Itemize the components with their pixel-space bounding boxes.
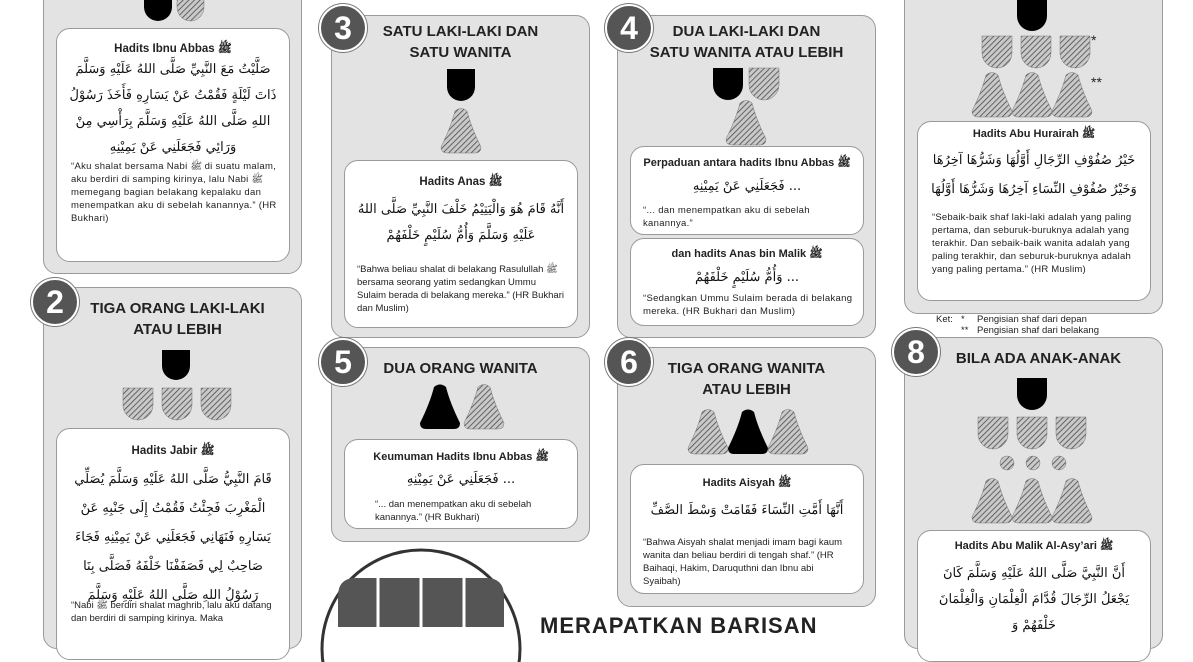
card-title: Hadits Jabir ﷺ [131,445,215,457]
arabic-text: ... وَأُمُّ سُلَيْمٍ خَلْفَهُمْ [694,270,800,285]
panel-three-women [617,343,876,607]
card-title: Hadits Abu Malik Al-Asy’ari ﷺ [954,540,1114,552]
hadith-card-combined-ibnu-abbas [630,146,864,235]
translation-text: “Aku shalat bersama Nabi ﷺ di suatu malam, aku berdiri di samping kirinya, lalu Nabi ﷺ memegang bagian belakang kepalaku dan menempatkan aku di sebelah kanannya.” (HR Bukhari) [71,161,277,224]
badge-number: 2 [31,278,79,326]
legend-text-back: Pengisian shaf dari belakang [977,325,1100,336]
card-title: Hadits Abu Hurairah ﷺ [972,128,1096,140]
figure-men-row [123,388,231,420]
panel-title: BILA ADA ANAK-ANAK [955,350,1122,367]
section-title: MERAPATKAN BARISAN [540,613,818,638]
mark-back-rows: ** [1091,74,1102,90]
card-title: Keumuman Hadits Ibnu Abbas ﷺ [373,451,549,463]
translation-text: “Sebaik-baik shaf laki-laki adalah yang paling pertama, dan seburuk-buruknya adalah yang terakhir. Dan sebaik-baik wanita adalah yang paling terakhir, dan seburuk-buruknya adalah yang paling pertama.” (HR Muslim) [932,212,1132,275]
panel-title: TIGA ORANG LAKI-LAKI ATAU LEBIH [90,300,265,338]
figure-imam-and-man [713,68,781,100]
legend-mark-front: * [961,314,965,325]
card-title: dan hadits Anas bin Malik ﷺ [671,248,823,260]
arabic-text: ... فَجَعَلَنِي عَنْ يَمِيْنِهِ [406,472,516,487]
figure-woman [726,101,766,145]
translation-text: “Sedangkan Ummu Sulaim berada di belakang mereka. (HR Bukhari dan Muslim) [643,293,853,317]
figure-men-row [978,417,1086,449]
arabic-text: أَنَّهَا أَمَّتِ النِّسَاءَ فَقَامَتْ وَسْطَ الصَّفِّ [650,503,844,518]
panel-men-and-women-rows [904,0,1163,314]
panel-with-children [904,333,1163,649]
arabic-text: قَامَ النَّبِيُّ صَلَّى اللهُ عَلَيْهِ وَسَلَّمَ يُصَلِّي الْمَغْرِبَ فَجِئْتُ فَقُمْتُ إِلَى جَنْبِهِ عَنْ يَسَارِهِ فَنَهَانِي فَجَعَلَنِي عَنْ يَمِيْنِهِ فَجَاءَ صَاحِبٌ لِي فَصَفَفْنَا خَلْفَهُ فَصَلَّى بِنَا رَسُوْلُ اللهِ صَلَّى اللهُ عَلَيْهِ وَسَلَّمَ [74,472,272,603]
hadith-card-abu-hurairah [917,121,1151,301]
legend-mark-back: ** [961,325,969,336]
hadith-card-anas-bin-malik [630,238,864,326]
figure-women-row [972,73,1092,117]
hadith-card-jabir [56,428,290,660]
mark-front-rows: * [1091,32,1097,48]
figure-imam [162,350,190,380]
figure-imam [1017,0,1047,31]
panel-man-woman [331,9,590,338]
arabic-text: ... فَجَعَلَنِي عَنْ يَمِيْنِهِ [692,179,802,194]
card-title: Hadits Aisyah ﷺ [702,477,792,489]
hadith-card-aisyah [630,464,864,594]
figure-woman [441,109,481,153]
badge-number: 3 [319,4,367,52]
translation-text: “... dan menempatkan aku di sebelah kanannya.” (HR Bukhari) [375,499,532,523]
arabic-text: أَنَّهُ قَامَ هُوَ وَالْيَتِيْمُ خَلْفَ النَّبِيِّ صَلَّى اللهُ عَلَيْهِ وَسَلَّمَ وَأُمُّ سُلَيْمٍ خَلْفَهُمْ [357,202,565,243]
badge-number: 6 [605,338,653,386]
bottom-emblem [320,548,522,630]
panel-title: DUA ORANG WANITA [383,360,538,377]
figure-imam [447,69,475,101]
figure-imam [1017,378,1047,410]
figure-children-row [999,455,1067,471]
translation-text: “Bahwa Aisyah shalat menjadi imam bagi kaum wanita dan beliau berdiri di tengah shaf.” (HR Baihaqi, Hakim, Daruquthni dan Ibnu abi Syaibah) [643,537,843,587]
badge-number: 5 [319,338,367,386]
panel-title: SATU LAKI-LAKI DAN SATU WANITA [382,23,539,61]
figure-imam [144,0,204,25]
card-title: Hadits Ibnu Abbas ﷺ [114,43,232,55]
card-title: Hadits Anas ﷺ [419,176,503,188]
badge-number: 8 [892,328,940,376]
hadith-card-keumuman-ibnu-abbas [344,439,578,529]
hadith-card-ibnu-abbas [56,28,290,262]
hadith-card-anas [344,160,578,328]
figure-women-row [688,410,808,454]
arabic-text: أَنَّ النَّبِيَّ صَلَّى اللهُ عَلَيْهِ وَسَلَّمَ كَانَ يَجْعَلُ الرِّجَالَ قُدَّامَ الْغِلْمَانِ وَالْغِلْمَانَ خَلْفَهُمْ وَ [938,566,1130,633]
panel-one-man [43,0,302,274]
panel-title: DUA LAKI-LAKI DAN SATU WANITA ATAU LEBIH [649,23,844,61]
figure-women-row [420,385,504,429]
translation-text: “Nabi ﷺ berdiri shalat maghrib, lalu aku datang dan berdiri di samping kirinya. Maka [71,600,272,624]
arabic-text: خَيْرُ صُفُوْفِ الرِّجَالِ أَوَّلُهَا وَشَرُّهَا آخِرُهَا وَخَيْرُ صُفُوْفِ النِّسَاءِ آخِرُهَا وَشَرُّهَا أَوَّلُهَا [931,153,1137,197]
translation-text: “... dan menempatkan aku di sebelah kanannya.” [643,205,810,229]
panel-two-men-woman [617,9,876,338]
legend-label: Ket: [936,314,953,325]
arabic-text: صَلَّيْتُ مَعَ النَّبِيِّ صَلَّى اللهُ عَلَيْهِ وَسَلَّمَ ذَاتَ لَيْلَةٍ فَقُمْتُ عَنْ يَسَارِهِ فَأَخَذَ رَسُوْلُ اللهِ صَلَّى اللهُ عَلَيْهِ وَسَلَّمَ بِرَأْسِي مِنْ وَرَائِي فَجَعَلَنِي عَنْ يَمِيْنِهِ [69,62,277,155]
panel-two-women [331,343,590,542]
card-title: Perpaduan antara hadits Ibnu Abbas ﷺ [643,157,851,169]
translation-text: “Bahwa beliau shalat di belakang Rasulullah ﷺ bersama seorang yatim sedangkan Ummu Sulaim berada di belakang mereka.” (HR Bukhari dan Muslim) [357,264,564,314]
legend-text-front: Pengisian shaf dari depan [977,314,1087,325]
badge-number: 4 [605,4,653,52]
hadith-card-abu-malik [917,530,1151,662]
figure-men-row [982,36,1090,68]
panel-three-men [43,283,302,649]
panel-title: TIGA ORANG WANITA ATAU LEBIH [667,360,826,398]
figure-women-row [972,479,1092,523]
